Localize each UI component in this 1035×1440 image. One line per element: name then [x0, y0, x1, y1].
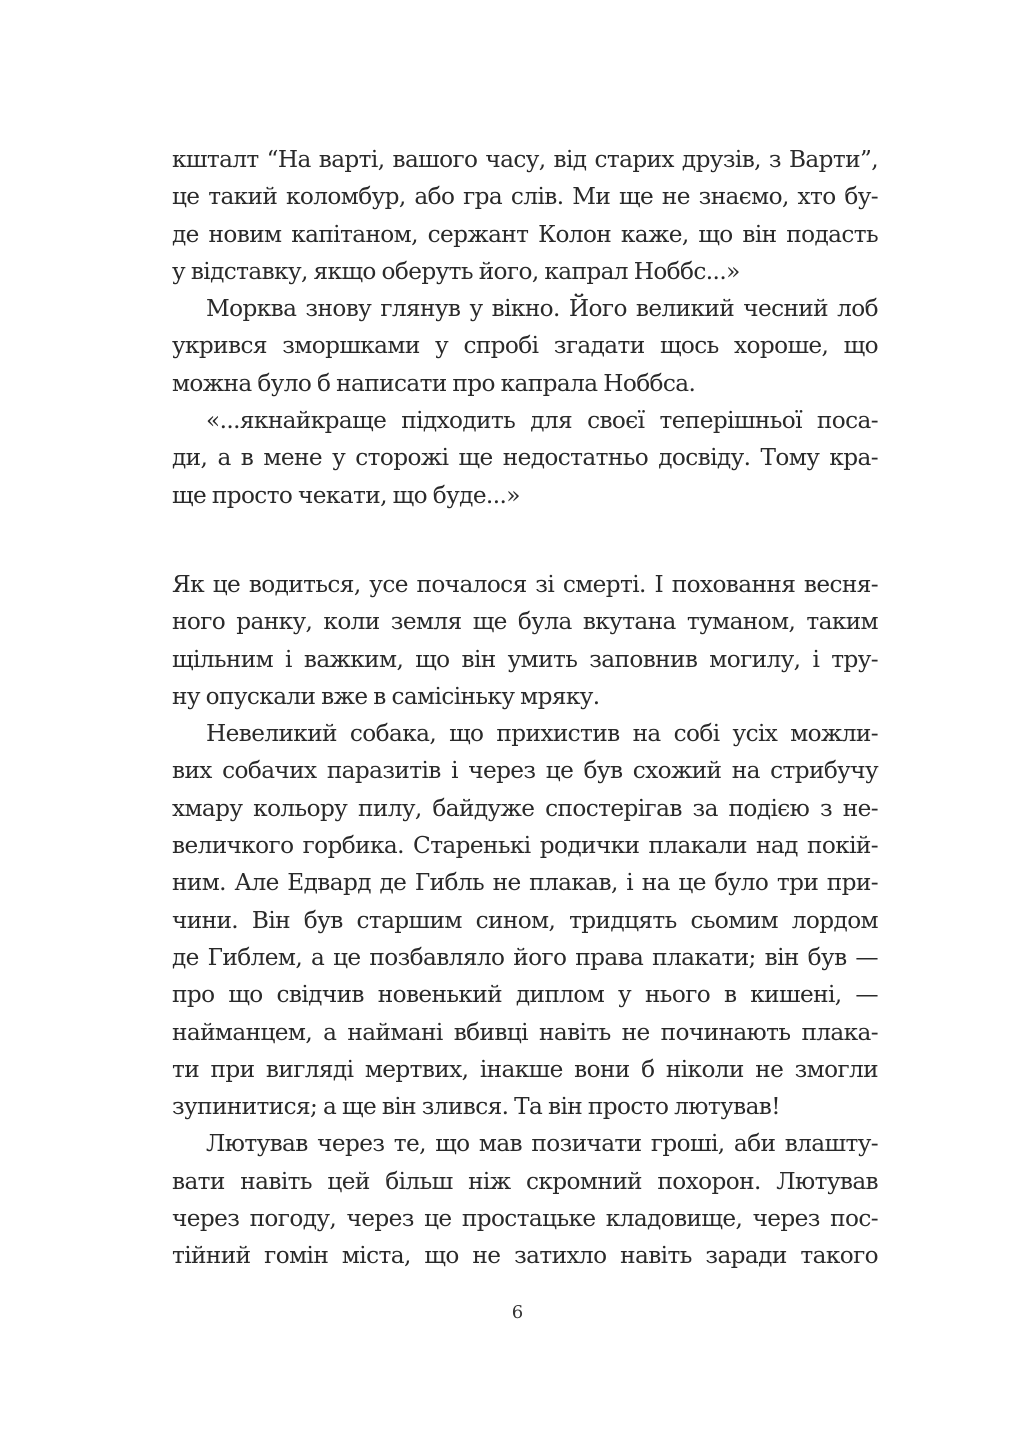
text-line: у відставку, якщо оберуть його, капрал Ноббс...» [172, 257, 740, 285]
text-line: ти при вигляді мертвих, інакше вони б ніколи не змогли [172, 1055, 878, 1083]
text-line: ди, а в мене у сторожі ще недостатньо досвіду. Тому кра- [172, 444, 878, 472]
text-line: де Гиблем, а це позбавляло його права плакати; він був — [172, 943, 878, 971]
text-line: зупинитися; а ще він злився. Та він просто лютував! [172, 1093, 780, 1121]
text-line: кшталт “На варті, вашого часу, від старих друзів, з Варти”, [172, 146, 878, 173]
text-line: це такий коломбур, або гра слів. Ми ще не знаємо, хто бу- [172, 183, 878, 211]
text-line: ного ранку, коли земля ще була вкутана туманом, таким [172, 608, 878, 636]
text-line: можна було б написати про капрала Ноббса. [172, 369, 696, 397]
text-line: «...якнайкраще підходить для своєї теперішньої поса- [206, 407, 878, 435]
text-line: вати навіть цей більш ніж скромний похорон. Лютував [172, 1167, 878, 1195]
text-line: Лютував через те, що мав позичати гроші, аби влашту- [206, 1130, 878, 1158]
text-line: величкого горбика. Старенькі родички плакали над покій- [172, 832, 878, 860]
text-line: через погоду, через це простацьке кладовище, через пос- [172, 1205, 878, 1233]
text-line: Як це водиться, усе почалося зі смерті. І поховання весня- [172, 571, 878, 598]
text-line: укрився зморшками у спробі згадати щось хороше, що [172, 332, 878, 360]
text-line: про що свідчив новенький диплом у нього в кишені, — [172, 981, 878, 1009]
text-section-funeral [172, 566, 878, 1275]
text-line: чини. Він був старшим сином, тридцять сьомим лордом [172, 906, 878, 934]
text-line: Невеликий собака, що прихистив на собі усіх можли- [206, 720, 878, 748]
text-line: тійний гомін міста, що не затихло навіть заради такого [172, 1242, 878, 1270]
text-line: щільним і важким, що він умить заповнив могилу, і тру- [172, 645, 878, 673]
text-section-letter [172, 141, 878, 514]
page-number: 6 [511, 1302, 524, 1323]
text-line: де новим капітаном, сержант Колон каже, що він подасть [172, 220, 878, 248]
text-line: ну опускали вже в самісіньку мряку. [172, 682, 600, 710]
text-line: вих собачих паразитів і через це був схожий на стрибучу [172, 757, 878, 785]
text-line: Морква знову глянув у вікно. Його великий чесний лоб [206, 295, 878, 323]
text-line: найманцем, а наймані вбивці навіть не починають плака- [172, 1018, 878, 1046]
text-line: ним. Але Едвард де Гибль не плакав, і на це було три при- [172, 869, 878, 897]
text-line: хмару кольору пилу, байдуже спостерігав за подією з не- [172, 794, 878, 822]
text-line: ще просто чекати, що буде...» [172, 481, 520, 509]
